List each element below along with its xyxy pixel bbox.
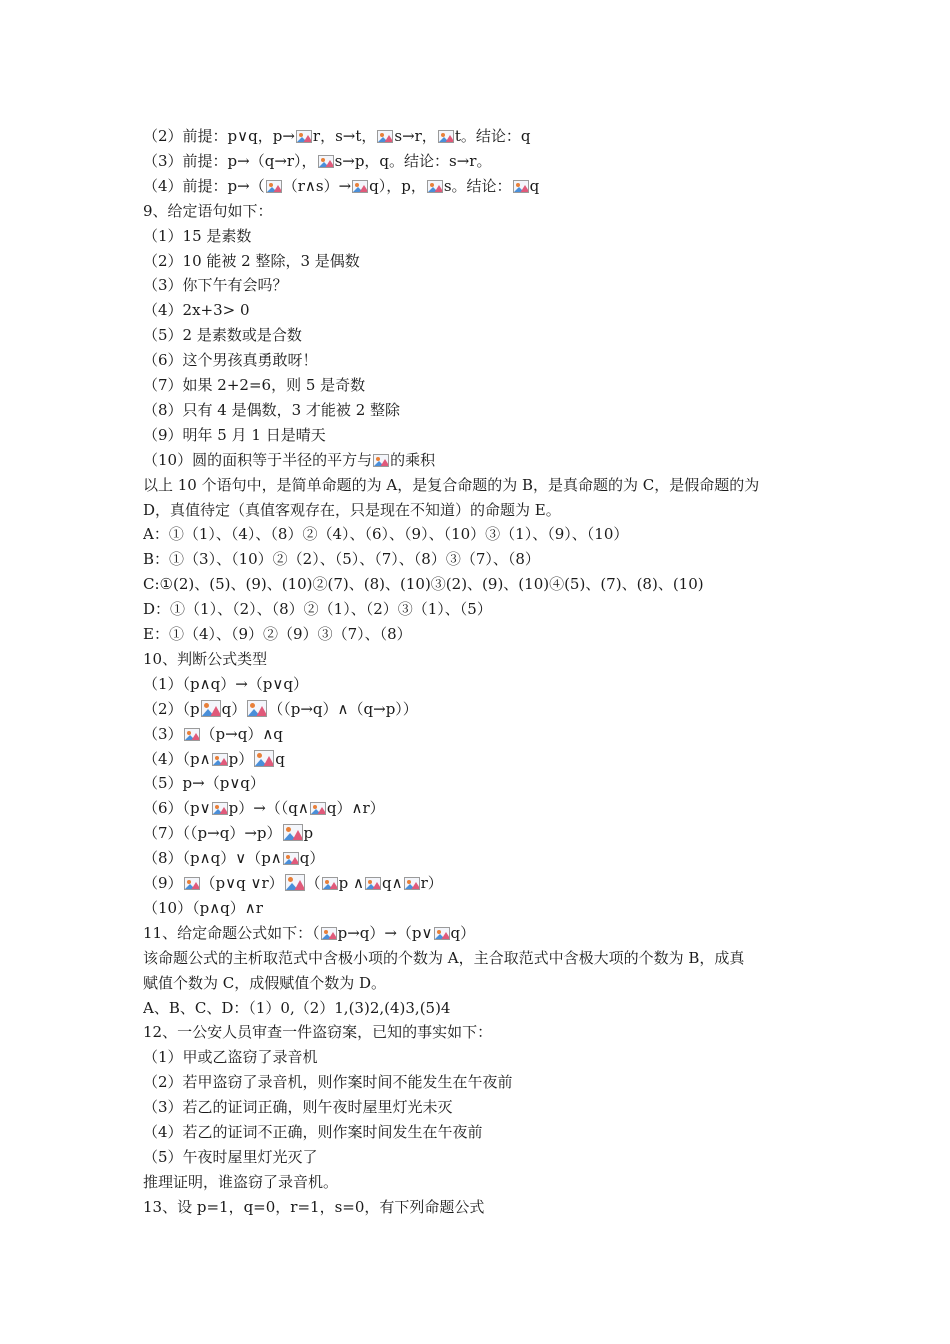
- text-segment: （5）p→（p∨q）: [143, 774, 265, 793]
- text-segment: 推理证明，谁盗窃了录音机。: [143, 1172, 339, 1191]
- text-segment: E：①（4）、（9）②（9）③（7）、（8）: [143, 625, 412, 643]
- broken-image-icon: [283, 824, 303, 841]
- text-segment: q）: [221, 699, 247, 718]
- text-segment: （3）你下午有会吗？: [143, 276, 288, 295]
- broken-image-icon: [283, 852, 299, 865]
- text-segment: p: [303, 824, 314, 843]
- text-segment: s→r，: [394, 127, 437, 145]
- text-segment: （3）: [143, 724, 183, 743]
- text-segment: （4）（p∧: [143, 749, 211, 768]
- text-line: [143, 298, 823, 323]
- text-segment: B：①（3）、（10）②（2）、（5）、（7）、（8）③（7）、（8）: [143, 550, 540, 569]
- text-line: [143, 697, 823, 722]
- text-segment: （2）（p: [143, 699, 200, 718]
- text-line: [143, 199, 823, 224]
- broken-image-icon: [321, 927, 337, 940]
- text-segment: 的乘积: [390, 450, 436, 469]
- text-segment: A、B、C、D：（1）0,（2）1,(3)2,(4)3,(5)4: [143, 998, 451, 1017]
- text-line: [143, 846, 823, 871]
- broken-image-icon: [212, 753, 228, 766]
- text-line: [143, 1145, 823, 1170]
- text-segment: p ∧: [338, 874, 365, 892]
- text-line: [143, 124, 823, 149]
- text-line: [143, 1195, 823, 1220]
- text-segment: p→q）→（p∨: [337, 923, 433, 942]
- text-segment: （8）（p∧q）∨（p∧: [143, 849, 282, 868]
- text-line: [143, 921, 823, 946]
- text-line: [143, 796, 823, 821]
- text-line: [143, 522, 823, 547]
- text-line: [143, 448, 823, 473]
- text-line: [143, 597, 823, 622]
- broken-image-icon: [184, 728, 200, 741]
- broken-image-icon: [352, 180, 368, 193]
- text-segment: （6）（p∨: [143, 799, 211, 818]
- text-line: [143, 1020, 823, 1045]
- text-segment: q）: [450, 923, 476, 942]
- text-segment: q: [275, 749, 285, 768]
- text-segment: （3）前提：p→（q→r），: [143, 151, 317, 170]
- broken-image-icon: [438, 130, 454, 143]
- text-segment: p）: [228, 749, 254, 768]
- text-line: [143, 423, 823, 448]
- text-segment: 12、一公安人员审查一件盗窃案，已知的事实如下：: [143, 1023, 493, 1042]
- text-line: [143, 572, 823, 597]
- text-segment: （2）前提：p∨q，p→: [143, 127, 295, 145]
- text-segment: 11、给定命题公式如下：（: [143, 923, 320, 942]
- text-segment: s。结论：: [443, 176, 512, 195]
- text-line: [143, 971, 823, 996]
- text-segment: （9）明年 5 月 1 日是晴天: [143, 425, 326, 444]
- text-line: [143, 273, 823, 298]
- text-line: [143, 224, 823, 249]
- text-segment: （6）这个男孩真勇敢呀！: [143, 351, 318, 370]
- broken-image-icon: [266, 180, 282, 193]
- text-line: [143, 1120, 823, 1145]
- text-segment: （2）若甲盗窃了录音机，则作案时间不能发生在午夜前: [143, 1073, 513, 1092]
- text-line: [143, 771, 823, 796]
- text-segment: 该命题公式的主析取范式中含极小项的个数为 A，主合取范式中含极大项的个数为 B，成真: [143, 948, 745, 967]
- text-segment: p）→（（q∧: [228, 799, 309, 818]
- text-segment: （1）15 是素数: [143, 226, 252, 245]
- text-segment: q: [529, 176, 540, 195]
- broken-image-icon: [296, 130, 312, 143]
- text-segment: r，s→t，: [312, 127, 377, 145]
- text-line: [143, 722, 823, 747]
- text-segment: D：①（1）、（2）、（8）②（1）、（2）③（1）、（5）: [143, 600, 492, 619]
- text-line: [143, 1170, 823, 1195]
- broken-image-icon: [184, 877, 200, 890]
- text-segment: （10）圆的面积等于半径的平方与: [143, 450, 373, 469]
- text-segment: （1）甲或乙盗窃了录音机: [143, 1048, 318, 1067]
- text-segment: （10）（p∧q）∧r: [143, 898, 263, 917]
- text-segment: （4）若乙的证词不正确，则作案时间发生在午夜前: [143, 1123, 483, 1141]
- text-line: [143, 996, 823, 1021]
- text-line: [143, 622, 823, 647]
- text-segment: C:①(2)、(5)、(9)、(10)②(7)、(8)、(10)③(2)、(9)、(10)④(5)、(7)、(8)、(10): [143, 575, 704, 594]
- text-line: [143, 1070, 823, 1095]
- broken-image-icon: [434, 927, 450, 940]
- broken-image-icon: [212, 802, 228, 815]
- text-segment: q）: [299, 849, 325, 868]
- text-segment: （4）2x+3> 0: [143, 301, 250, 320]
- text-segment: s→p，q。结论：s→r。: [334, 151, 492, 170]
- text-segment: A：①（1）、（4）、（8）②（4）、（6）、（9）、（10）③（1）、（9）、（10）: [143, 525, 629, 544]
- text-line: [143, 896, 823, 921]
- text-segment: 10、判断公式类型: [143, 649, 268, 668]
- text-segment: q），p，: [369, 176, 426, 195]
- text-segment: （: [305, 874, 321, 892]
- text-line: [143, 249, 823, 274]
- broken-image-icon: [513, 180, 529, 193]
- text-segment: （7）（（p→q）→p）: [143, 824, 282, 843]
- broken-image-icon: [373, 454, 389, 467]
- text-segment: D，真值待定（真值客观存在，只是现在不知道）的命题为 E。: [143, 500, 561, 519]
- broken-image-icon: [427, 180, 443, 193]
- text-line: [143, 149, 823, 174]
- text-segment: （9）: [143, 874, 183, 892]
- text-segment: （4）前提：p→（: [143, 176, 265, 195]
- text-segment: q）∧r）: [326, 799, 385, 818]
- text-segment: 13、设 p=1，q=0，r=1，s=0，有下列命题公式: [143, 1197, 485, 1216]
- text-segment: （（p→q）∧（q→p））: [268, 699, 418, 718]
- text-segment: （2）10 能被 2 整除，3 是偶数: [143, 251, 360, 270]
- text-segment: （3）若乙的证词正确，则午夜时屋里灯光未灭: [143, 1098, 453, 1117]
- text-line: [143, 946, 823, 971]
- text-line: [143, 547, 823, 572]
- text-segment: r）: [420, 874, 443, 892]
- broken-image-icon: [310, 802, 326, 815]
- text-segment: 以上 10 个语句中，是简单命题的为 A，是复合命题的为 B，是真命题的为 C，是假命题的为: [143, 475, 760, 494]
- broken-image-icon: [377, 130, 393, 143]
- text-line: [143, 373, 823, 398]
- text-line: [143, 747, 823, 772]
- text-line: [143, 647, 823, 672]
- text-segment: （1）（p∧q）→（p∨q）: [143, 674, 308, 693]
- text-segment: 9、给定语句如下：: [143, 201, 273, 220]
- text-line: [143, 672, 823, 697]
- text-line: [143, 871, 823, 896]
- text-segment: （8）只有 4 是偶数，3 才能被 2 整除: [143, 400, 401, 419]
- broken-image-icon: [365, 877, 381, 890]
- text-line: [143, 498, 823, 523]
- text-segment: （p→q）∧q: [200, 724, 283, 743]
- text-line: [143, 473, 823, 498]
- broken-image-icon: [201, 700, 221, 717]
- broken-image-icon: [254, 750, 274, 767]
- text-line: [143, 821, 823, 846]
- text-segment: q∧: [382, 874, 403, 892]
- text-line: [143, 174, 823, 199]
- text-line: [143, 323, 823, 348]
- text-segment: 赋值个数为 C，成假赋值个数为 D。: [143, 973, 387, 992]
- broken-image-icon: [318, 155, 334, 168]
- text-segment: （r∧s）→: [282, 176, 352, 195]
- broken-image-icon: [247, 700, 267, 717]
- text-segment: （5）午夜时屋里灯光灭了: [143, 1147, 318, 1166]
- broken-image-icon: [285, 874, 305, 891]
- text-line: [143, 1045, 823, 1070]
- text-segment: （5）2 是素数或是合数: [143, 326, 302, 345]
- text-segment: （p∨q ∨r）: [200, 874, 284, 892]
- text-line: [143, 398, 823, 423]
- text-segment: t。结论：q: [454, 127, 531, 145]
- broken-image-icon: [404, 877, 420, 890]
- text-line: [143, 1095, 823, 1120]
- broken-image-icon: [322, 877, 338, 890]
- text-segment: （7）如果 2+2=6，则 5 是奇数: [143, 376, 366, 394]
- text-line: [143, 348, 823, 373]
